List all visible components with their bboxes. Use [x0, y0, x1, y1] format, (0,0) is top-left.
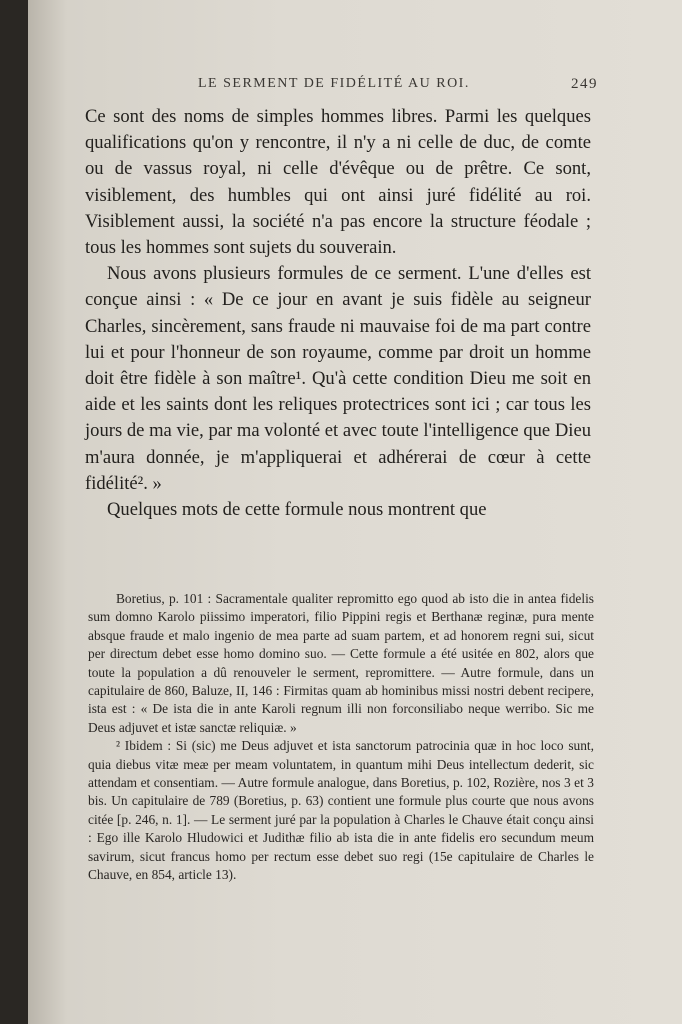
running-title: LE SERMENT DE FIDÉLITÉ AU ROI. — [198, 76, 470, 91]
book-page — [28, 0, 682, 1024]
footnotes — [88, 590, 594, 885]
paragraph-2: Nous avons plusieurs formules de ce serment. L'une d'elles est conçue ainsi : « De ce jour en avant je suis fidèle au seigneur Charles, sincèrement, sans fraude ni mauvaise foi de ma part contre lui et pour l'honneur de son royaume, comme par droit un homme doit être fidèle à son maître¹. Qu'à cette condition Dieu me soit en aide et les saints dont les reliques protectrices sont ici ; car tous les jours de ma vie, par ma volonté et avec toute l'intelligence que Dieu m'aura donnée, je m'appliquerai et adhérerai de cœur à cette fidélité². » — [85, 263, 591, 494]
running-header — [198, 76, 598, 98]
main-text — [85, 104, 591, 523]
footnote-1: Boretius, p. 101 : Sacramentale qualiter repromitto ego quod ab isto die in antea fidelis sum domno Karolo piissimo imperatori, filio Pippini regis et Berthanæ reginæ, pura mente absque fraude et malo ingenio de mea parte ad suam partem, et ad honorem regni sui, sicut per directum debet esse homo domino suo. — Cette formule a été usitée en 802, alors que toute la population a dû renouveler le serment, repromittere. — Autre formule, dans un capitulaire de 860, Baluze, II, 146 : Firmitas quam ab hominibus missi nostri debent recipere, ista est : « De ista die in ante Karoli regnum illi non forconsiliabo neque werribo. Sic me Deus adjuvet et istæ sanctæ reliquiæ. » — [88, 591, 594, 735]
paragraph-3: Quelques mots de cette formule nous montrent que — [107, 499, 487, 521]
page-number: 249 — [571, 76, 598, 92]
footnote-2: ² Ibidem : Si (sic) me Deus adjuvet et ista sanctorum patrocinia quæ in hoc loco sunt, quia diebus vitæ meæ per meam voluntatem, in quantum mihi Deus intellectum dederit, sic attendam et consentiam. — Autre formule analogue, dans Boretius, p. 102, Rozière, nos 3 et 3 bis. Un capitulaire de 789 (Boretius, p. 63) contient une formule plus courte que nous avons citée [p. 246, n. 1]. — Le serment juré par la population à Charles le Chauve était conçu ainsi : Ego ille Karolo Hludowici et Judithæ filio ab ista die in ante fidelis ero secundum meum savirum, sicut francus homo per rectum esse debet suo regi (15e capitulaire de Charles le Chauve, en 854, article 13). — [88, 738, 594, 883]
paragraph-1: Ce sont des noms de simples hommes libres. Parmi les quelques qualifications qu'on y rencontre, il n'y a ni celle de duc, de comte ou de vassus royal, ni celle d'évêque ou de prêtre. Ce sont, visiblement, des humbles qui ont ainsi juré fidélité au roi. Visiblement aussi, la société n'a pas encore la structure féodale ; tous les hommes sont sujets du souverain. — [85, 106, 591, 259]
